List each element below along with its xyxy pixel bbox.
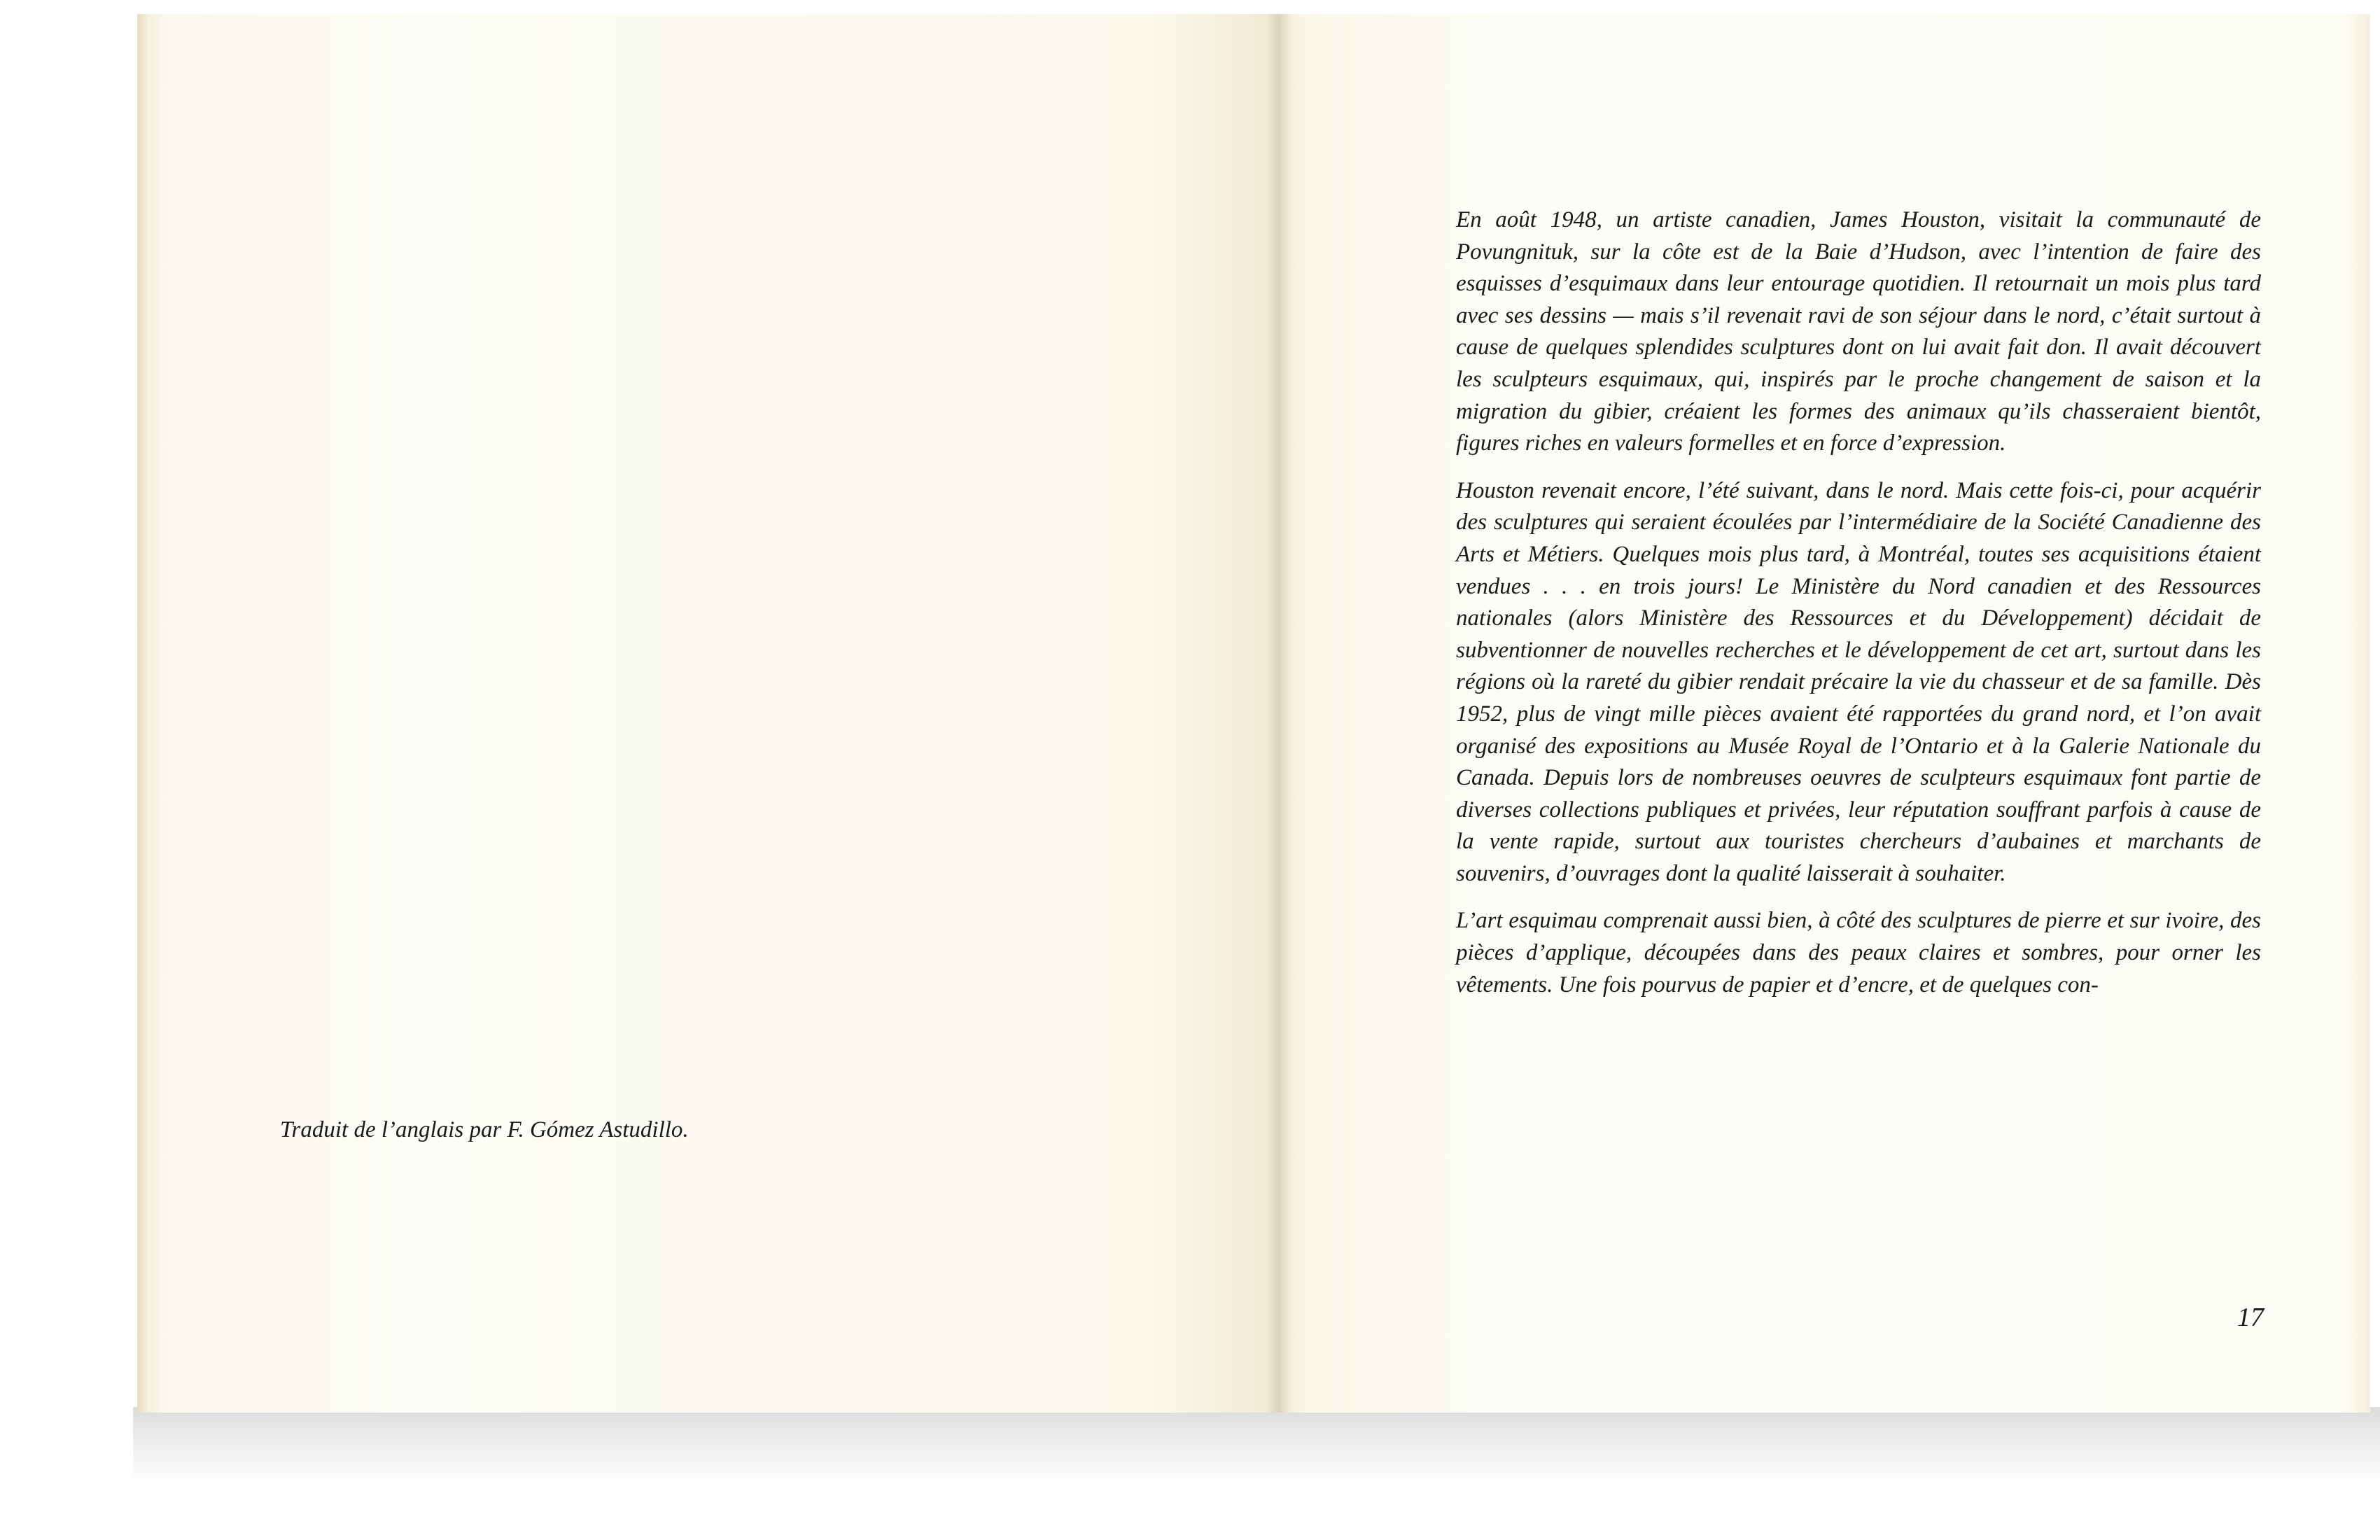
table-shadow	[133, 1407, 2380, 1484]
book-gutter	[1266, 14, 1291, 1413]
paragraph-2: Houston revenait encore, l’été suivant, dans le nord. Mais cette fois-ci, pour acquérir des sculptures qui seraient écoulées par l’intermédiaire de la Société Canadienne des Arts et Métiers. Quelques mois plus tard, à Montréal, toutes ses acquisitions étaient vendues . . . en trois jours! Le Ministère du Nord canadien et des Ressources nationales (alors Ministère des Ressources et du Développement) décidait de subventionner de nouvelles recherches et le développement de cet art, surtout dans les régions où la rareté du gibier rendait précaire la vie du chasseur et de sa famille. Dès 1952, plus de vingt mille pièces avaient été rapportées du grand nord, et l’on avait organisé des expositions au Musée Royal de l’Ontario et à la Galerie Nationale du Canada. Depuis lors de nombreuses oeuvres de sculpteurs esquimaux font partie de diverses collections publiques et privées, leur réputation souffrant parfois à cause de la vente rapide, surtout aux touristes chercheurs d’aubaines et marchants de souvenirs, d’ouvrages dont la qualité laisserait à souhaiter.	[1456, 477, 2261, 886]
page-edge	[137, 14, 150, 1413]
paragraph-1: En août 1948, un artiste canadien, James Houston, visitait la communauté de Povungnituk, sur la côte est de la Baie d’Hudson, avec l’intention de faire des esquisses d’esquimaux dans leur entourage quotidien. Il retournait un mois plus tard avec ses dessins — mais s’il revenait ravi de son séjour dans le nord, c’était surtout à cause de quelques splendides sculptures dont on lui avait fait don. Il avait découvert les sculpteurs esquimaux, qui, inspirés par le proche changement de saison et la migration du gibier, créaient les formes des animaux qu’ils chasseraient bientôt, figures riches en valeurs formelles et en force d’expression.	[1456, 207, 2261, 456]
page-number: 17	[2237, 1303, 2264, 1332]
paragraph-3: L’art esquimau comprenait aussi bien, à côté des sculptures de pierre et sur ivoire, des pièces d’applique, découpées dans des peaux claires et sombres, pour orner les vêtements. Une fois pourvus de papier et d’encre, et de quelques con-	[1456, 908, 2261, 997]
translator-credit: Traduit de l’anglais par F. Gómez Astudillo.	[280, 1117, 689, 1142]
body-text	[1456, 204, 2261, 1016]
left-page	[137, 14, 1278, 1413]
